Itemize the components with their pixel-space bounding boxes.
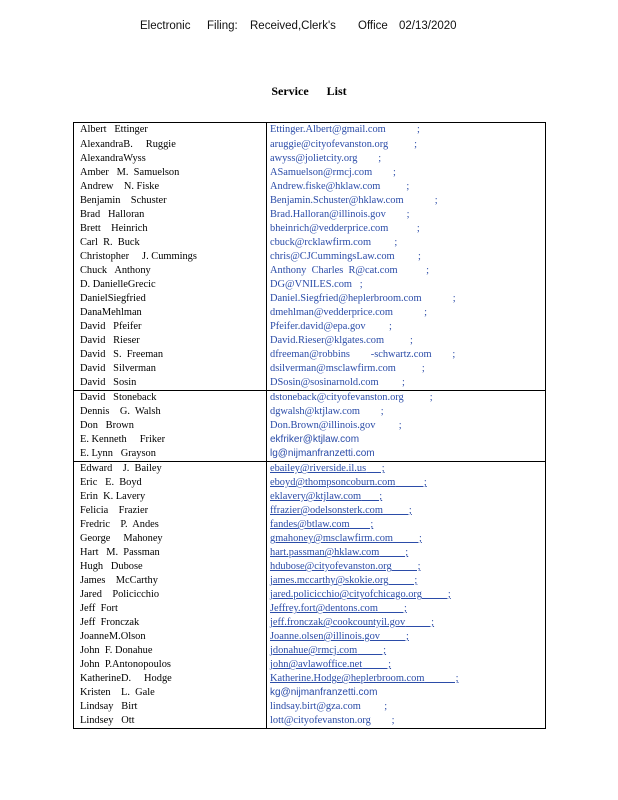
recipient-email-link[interactable]: kg@nijmanfranzetti.com: [270, 687, 378, 698]
recipient-email-cell: [267, 447, 545, 461]
recipient-email-link[interactable]: gmahoney@msclawfirm.com: [270, 533, 393, 544]
email-separator: ;: [357, 153, 382, 164]
recipient-email-link[interactable]: ffrazier@odelsonsterk.com: [270, 505, 383, 516]
service-list-row: [74, 630, 545, 644]
recipient-email-link[interactable]: hdubose@cityofevanston.org: [270, 561, 392, 572]
recipient-email-cell: [267, 419, 545, 433]
recipient-email-cell: [267, 123, 545, 138]
service-list-row: [74, 278, 545, 292]
recipient-email-cell: [267, 518, 545, 532]
recipient-email-cell: [267, 292, 545, 306]
recipient-email-link[interactable]: dsilverman@msclawfirm.com: [270, 363, 396, 374]
email-separator: ;: [397, 265, 430, 276]
recipient-email-cell: [267, 348, 545, 362]
recipient-email-link[interactable]: Don.Brown@illinois.gov: [270, 420, 376, 431]
recipient-email-link[interactable]: lindsay.birt@gza.com: [270, 701, 361, 712]
service-list-row: [74, 138, 545, 152]
recipient-name: Albert Ettinger: [74, 123, 267, 138]
recipient-email-cell: [267, 574, 545, 588]
recipient-name: Jared Policicchio: [74, 588, 267, 602]
service-list-row: [74, 306, 545, 320]
recipient-email-cell: [267, 138, 545, 152]
recipient-email-link[interactable]: john@avlawoffice.net: [270, 659, 363, 670]
recipient-email-cell: [267, 320, 545, 334]
recipient-email-link[interactable]: jdonahue@rmcj.com: [270, 645, 358, 656]
service-list-row: [74, 490, 545, 504]
recipient-name: DanielSiegfried: [74, 292, 267, 306]
recipient-name: Lindsay Birt: [74, 700, 267, 714]
service-list-row: [74, 602, 545, 616]
recipient-name: James McCarthy: [74, 574, 267, 588]
email-separator: ;: [424, 673, 459, 684]
recipient-email-cell: [267, 433, 545, 447]
recipient-email-cell: [267, 180, 545, 194]
recipient-email-cell: [267, 714, 545, 728]
recipient-name: David Silverman: [74, 362, 267, 376]
email-separator: ;: [431, 349, 456, 360]
recipient-name: Christopher J. Cummings: [74, 250, 267, 264]
recipient-email-link[interactable]: aruggie@cityofevanston.org: [270, 139, 389, 150]
recipient-email-cell: [267, 602, 545, 616]
recipient-email-link[interactable]: eboyd@thompsoncoburn.com: [270, 477, 396, 488]
recipient-name: JoanneM.Olson: [74, 630, 267, 644]
recipient-email-link[interactable]: ebailey@riverside.il.us: [270, 463, 367, 474]
recipient-email-cell: [267, 306, 545, 320]
recipient-name: Chuck Anthony: [74, 264, 267, 278]
service-list-row: [74, 672, 545, 686]
recipient-email-link[interactable]: bheinrich@vedderprice.com: [270, 223, 389, 234]
recipient-email-link[interactable]: Anthony Charles R@cat.com: [270, 265, 398, 276]
recipient-name: Andrew N. Fiske: [74, 180, 267, 194]
email-separator: ;: [384, 335, 413, 346]
email-separator: ;: [379, 547, 409, 558]
email-separator: ;: [391, 561, 421, 572]
service-list-row: [74, 644, 545, 658]
recipient-email-cell: [267, 152, 545, 166]
recipient-name: David Stoneback: [74, 391, 267, 405]
service-list-row: [74, 390, 545, 405]
recipient-name: John P.Antonopoulos: [74, 658, 267, 672]
email-separator: ;: [371, 237, 398, 248]
recipient-email-cell: [267, 644, 545, 658]
email-separator: ;: [421, 589, 451, 600]
recipient-name: E. Lynn Grayson: [74, 447, 267, 461]
recipient-email-link[interactable]: ASamuelson@rmcj.com: [270, 167, 373, 178]
recipient-email-link[interactable]: Pfeifer.david@epa.gov: [270, 321, 366, 332]
page-title: Service List: [271, 84, 347, 98]
recipient-name: David Rieser: [74, 334, 267, 348]
service-list-row: [74, 292, 545, 306]
service-list-row: [74, 560, 545, 574]
service-list-row: [74, 208, 545, 222]
recipient-email-cell: [267, 616, 545, 630]
service-list-row: [74, 222, 545, 236]
email-separator: ;: [366, 463, 385, 474]
email-separator: ;: [388, 139, 418, 150]
service-list-row: [74, 518, 545, 532]
email-separator: ;: [370, 715, 395, 726]
recipient-name: Lindsey Ott: [74, 714, 267, 728]
recipient-email-link[interactable]: Brad.Halloran@illinois.gov: [270, 209, 386, 220]
recipient-email-cell: [267, 264, 545, 278]
email-separator: ;: [421, 293, 456, 304]
recipient-name: Don Brown: [74, 419, 267, 433]
email-separator: ;: [377, 603, 407, 614]
recipient-email-link[interactable]: David.Rieser@klgates.com: [270, 335, 385, 346]
service-list-row: [74, 334, 545, 348]
recipient-email-link[interactable]: lott@cityofevanston.org: [270, 715, 371, 726]
recipient-email-link[interactable]: lg@nijmanfranzetti.com: [270, 448, 375, 459]
email-separator: ;: [403, 392, 433, 403]
recipient-email-link[interactable]: awyss@jolietcity.org: [270, 153, 358, 164]
service-list-row: [74, 532, 545, 546]
email-separator: ;: [395, 477, 427, 488]
service-list-row: [74, 152, 545, 166]
service-list-row: [74, 348, 545, 362]
recipient-name: D. DanielleGrecic: [74, 278, 267, 292]
email-separator: ;: [382, 505, 412, 516]
recipient-email-cell: [267, 334, 545, 348]
header-office: Office: [358, 20, 388, 32]
recipient-name: Jeff Fronczak: [74, 616, 267, 630]
recipient-email-cell: [267, 630, 545, 644]
service-list-row: [74, 123, 545, 138]
email-separator: ;: [349, 519, 374, 530]
recipient-email-cell: [267, 672, 545, 686]
recipient-email-link[interactable]: dgwalsh@ktjlaw.com: [270, 406, 360, 417]
recipient-email-link[interactable]: chris@CJCummingsLaw.com: [270, 251, 395, 262]
recipient-email-link[interactable]: dfreeman@robbins -schwartz.com: [270, 349, 432, 360]
recipient-email-link[interactable]: ekfriker@ktjlaw.com: [270, 434, 360, 445]
service-list-row: [74, 504, 545, 518]
recipient-email-link[interactable]: Joanne.olsen@illinois.gov: [270, 631, 381, 642]
service-list-row: [74, 461, 545, 476]
email-separator: ;: [375, 420, 402, 431]
recipient-email-cell: [267, 560, 545, 574]
email-separator: ;: [360, 701, 388, 712]
service-list-row: [74, 166, 545, 180]
recipient-email-cell: [267, 222, 545, 236]
email-separator: ;: [385, 124, 420, 135]
service-list-row: [74, 574, 545, 588]
email-separator: ;: [361, 491, 383, 502]
recipient-email-link[interactable]: Andrew.fiske@hklaw.com: [270, 181, 381, 192]
recipient-email-cell: [267, 391, 545, 405]
header-filing: Filing:: [207, 20, 238, 32]
service-list-row: [74, 180, 545, 194]
service-list-row: [74, 546, 545, 560]
service-list-row: [74, 658, 545, 672]
service-list-row: [74, 405, 545, 419]
email-separator: ;: [372, 167, 396, 178]
service-list-row: [74, 320, 545, 334]
recipient-name: Brett Heinrich: [74, 222, 267, 236]
recipient-email-link[interactable]: Katherine.Hodge@heplerbroom.com: [270, 673, 425, 684]
service-list-row: [74, 250, 545, 264]
recipient-name: Hugh Dubose: [74, 560, 267, 574]
recipient-email-cell: [267, 194, 545, 208]
recipient-email-cell: [267, 658, 545, 672]
recipient-email-link[interactable]: jared.policicchio@cityofchicago.org: [270, 589, 422, 600]
service-list-row: [74, 194, 545, 208]
recipient-name: David S. Freeman: [74, 348, 267, 362]
service-list-row: [74, 686, 545, 700]
recipient-name: KatherineD. Hodge: [74, 672, 267, 686]
recipient-email-link[interactable]: DG@VNILES.com: [270, 279, 353, 290]
email-separator: ;: [388, 223, 420, 234]
email-separator: ;: [392, 533, 422, 544]
service-list-table: [73, 122, 546, 729]
service-list-row: [74, 419, 545, 433]
recipient-name: Eric E. Boyd: [74, 476, 267, 490]
recipient-email-link[interactable]: Benjamin.Schuster@hklaw.com: [270, 195, 404, 206]
recipient-email-link[interactable]: hart.passman@hklaw.com: [270, 547, 380, 558]
recipient-email-cell: [267, 700, 545, 714]
recipient-email-cell: [267, 476, 545, 490]
recipient-name: Felicia Frazier: [74, 504, 267, 518]
recipient-email-cell: [267, 376, 545, 390]
recipient-email-link[interactable]: fandes@btlaw.com: [270, 519, 350, 530]
recipient-email-cell: [267, 166, 545, 180]
recipient-email-cell: [267, 362, 545, 376]
service-list-row: [74, 236, 545, 250]
header-received-clerks: Received,Clerk's: [250, 20, 336, 32]
recipient-email-cell: [267, 250, 545, 264]
recipient-email-cell: [267, 546, 545, 560]
filing-stamp-header: [0, 20, 618, 36]
service-list-row: [74, 588, 545, 602]
service-list-row: [74, 700, 545, 714]
recipient-email-cell: [267, 405, 545, 419]
recipient-email-link[interactable]: cbuck@rcklawfirm.com: [270, 237, 372, 248]
email-separator: ;: [405, 617, 435, 628]
email-separator: ;: [352, 279, 363, 290]
recipient-name: Hart M. Passman: [74, 546, 267, 560]
recipient-name: Fredric P. Andes: [74, 518, 267, 532]
recipient-name: Dennis G. Walsh: [74, 405, 267, 419]
recipient-email-link[interactable]: Daniel.Siegfried@heplerbroom.com: [270, 293, 422, 304]
service-list-row: [74, 616, 545, 630]
recipient-email-link[interactable]: eklavery@ktjlaw.com: [270, 491, 362, 502]
service-list-row: [74, 376, 545, 390]
recipient-email-link[interactable]: dstoneback@cityofevanston.org: [270, 392, 404, 403]
recipient-email-link[interactable]: Ettinger.Albert@gmail.com: [270, 124, 386, 135]
recipient-name: Carl R. Buck: [74, 236, 267, 250]
header-electronic: Electronic: [140, 20, 191, 32]
recipient-name: DanaMehlman: [74, 306, 267, 320]
recipient-email-cell: [267, 588, 545, 602]
email-separator: ;: [385, 209, 410, 220]
recipient-email-link[interactable]: james.mccarthy@skokie.org: [270, 575, 389, 586]
email-separator: ;: [378, 377, 405, 388]
recipient-name: Jeff Fort: [74, 602, 267, 616]
recipient-name: Benjamin Schuster: [74, 194, 267, 208]
email-separator: ;: [392, 307, 428, 318]
recipient-email-cell: [267, 278, 545, 292]
recipient-email-cell: [267, 490, 545, 504]
service-list-row: [74, 476, 545, 490]
recipient-name: Brad Halloran: [74, 208, 267, 222]
recipient-name: Amber M. Samuelson: [74, 166, 267, 180]
email-separator: ;: [359, 406, 384, 417]
recipient-email-link[interactable]: jeff.fronczak@cookcountyil.gov: [270, 617, 406, 628]
recipient-email-link[interactable]: dmehlman@vedderprice.com: [270, 307, 393, 318]
recipient-email-cell: [267, 504, 545, 518]
service-list-row: [74, 714, 545, 728]
service-list-row: [74, 362, 545, 376]
recipient-email-cell: [267, 462, 545, 476]
recipient-name: David Sosin: [74, 376, 267, 390]
recipient-name: E. Kenneth Friker: [74, 433, 267, 447]
recipient-name: Kristen L. Gale: [74, 686, 267, 700]
recipient-name: David Pfeifer: [74, 320, 267, 334]
recipient-name: John F. Donahue: [74, 644, 267, 658]
recipient-email-cell: [267, 532, 545, 546]
email-separator: ;: [365, 321, 392, 332]
service-list-row: [74, 433, 545, 447]
service-list-row: [74, 264, 545, 278]
recipient-name: George Mahoney: [74, 532, 267, 546]
recipient-email-cell: [267, 686, 545, 700]
recipient-name: AlexandraB. Ruggie: [74, 138, 267, 152]
email-separator: ;: [395, 363, 425, 374]
email-separator: ;: [362, 659, 392, 670]
recipient-email-cell: [267, 236, 545, 250]
header-date: 02/13/2020: [399, 20, 457, 32]
email-separator: ;: [394, 251, 421, 262]
email-separator: ;: [380, 631, 409, 642]
recipient-email-cell: [267, 208, 545, 222]
recipient-email-link[interactable]: DSosin@sosinarnold.com: [270, 377, 379, 388]
email-separator: ;: [388, 575, 418, 586]
service-list-row: [74, 447, 545, 461]
recipient-name: Erin K. Lavery: [74, 490, 267, 504]
email-separator: ;: [357, 645, 387, 656]
recipient-email-link[interactable]: Jeffrey.fort@dentons.com: [270, 603, 378, 614]
recipient-name: AlexandraWyss: [74, 152, 267, 166]
email-separator: ;: [403, 195, 438, 206]
email-separator: ;: [380, 181, 410, 192]
recipient-name: Edward J. Bailey: [74, 462, 267, 476]
